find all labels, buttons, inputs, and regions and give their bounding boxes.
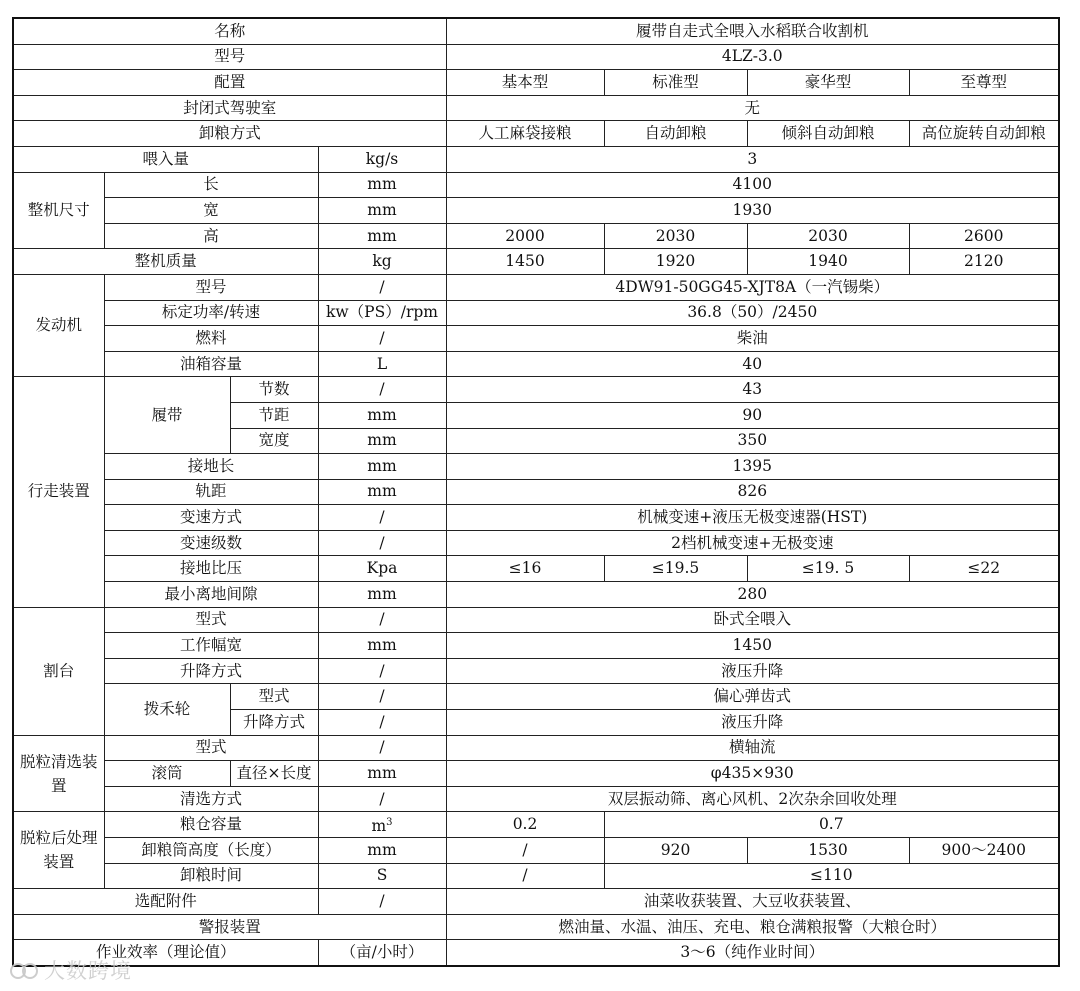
row-header-lift: [13, 658, 1059, 684]
label-track-sections: 节数: [230, 377, 318, 403]
label-height: 高: [104, 223, 318, 249]
value-header-type: 卧式全喂入: [446, 607, 1059, 633]
unit-cleaning: /: [318, 786, 446, 812]
value-drum-size: φ435×930: [446, 761, 1059, 787]
row-dims-width: [13, 198, 1059, 224]
row-cleaning: [13, 786, 1059, 812]
group-dims: 整机尺寸: [13, 172, 104, 249]
label-gears: 变速级数: [104, 530, 318, 556]
label-header-lift: 升降方式: [104, 658, 318, 684]
unload-mode-4: 高位旋转自动卸粮: [909, 121, 1059, 147]
unit-unload-time: S: [318, 863, 446, 889]
unit-height: mm: [318, 223, 446, 249]
value-reel-type: 偏心弹齿式: [446, 684, 1059, 710]
unit-track-pitch: mm: [318, 402, 446, 428]
row-alarm: [13, 914, 1059, 940]
pressure-1: ≤16: [446, 556, 604, 582]
mass-3: 1940: [747, 249, 909, 275]
label-alarm: 警报装置: [13, 914, 446, 940]
unit-width: mm: [318, 198, 446, 224]
row-engine-tank: [13, 351, 1059, 377]
unit-reel-type: /: [318, 684, 446, 710]
label-reel-type: 型式: [230, 684, 318, 710]
height-2: 2030: [604, 223, 747, 249]
unit-bin-base: m: [371, 817, 387, 836]
label-width: 宽: [104, 198, 318, 224]
label-reel: 拨禾轮: [104, 684, 230, 735]
value-options: 油菜收获装置、大豆收获装置、: [446, 889, 1059, 915]
group-post: 脱粒后处理装置: [13, 812, 104, 889]
label-track-width: 宽度: [230, 428, 318, 454]
row-gauge: [13, 479, 1059, 505]
row-track-sections: [13, 377, 1059, 403]
label-clearance: 最小离地间隙: [104, 582, 318, 608]
row-drum: [13, 761, 1059, 787]
unload-time-1: /: [446, 863, 604, 889]
unit-bin: [318, 812, 446, 838]
value-alarm: 燃油量、水温、油压、充电、粮仓满粮报警（大粮仓时）: [446, 914, 1059, 940]
unit-header-lift: /: [318, 658, 446, 684]
unit-reel-lift: /: [318, 710, 446, 736]
value-gears: 2档机械变速+无极变速: [446, 530, 1059, 556]
mass-4: 2120: [909, 249, 1059, 275]
value-engine-fuel: 柴油: [446, 326, 1059, 352]
label-shift: 变速方式: [104, 505, 318, 531]
row-gears: [13, 530, 1059, 556]
row-dims-height: [13, 223, 1059, 249]
row-header-type: [13, 607, 1059, 633]
label-header-type: 型式: [104, 607, 318, 633]
row-mass: [13, 249, 1059, 275]
label-length: 长: [104, 172, 318, 198]
value-feed: 3: [446, 146, 1059, 172]
unit-feed: kg/s: [318, 146, 446, 172]
value-thresh-type: 横轴流: [446, 735, 1059, 761]
value-track-width: 350: [446, 428, 1059, 454]
row-unload-mode: [13, 121, 1059, 147]
unit-shift: /: [318, 505, 446, 531]
unit-thresh-type: /: [318, 735, 446, 761]
unit-ground-length: mm: [318, 454, 446, 480]
unit-gears: /: [318, 530, 446, 556]
auger-3: 1530: [747, 838, 909, 864]
label-unload-mode: 卸粮方式: [13, 121, 446, 147]
value-cab: 无: [446, 95, 1059, 121]
value-cut-width: 1450: [446, 633, 1059, 659]
row-auger: [13, 838, 1059, 864]
group-engine: 发动机: [13, 274, 104, 376]
unload-mode-2: 自动卸粮: [604, 121, 747, 147]
row-thresh-type: [13, 735, 1059, 761]
label-engine-power: 标定功率/转速: [104, 300, 318, 326]
watermark: [8, 955, 132, 985]
label-pressure: 接地比压: [104, 556, 318, 582]
row-engine-power: [13, 300, 1059, 326]
mass-1: 1450: [446, 249, 604, 275]
label-cleaning: 清选方式: [104, 786, 318, 812]
value-ground-length: 1395: [446, 454, 1059, 480]
label-unload-time: 卸粮时间: [104, 863, 318, 889]
auger-1: /: [446, 838, 604, 864]
value-model: 4LZ-3.0: [446, 44, 1059, 70]
unit-engine-tank: L: [318, 351, 446, 377]
row-model: [13, 44, 1059, 70]
bin-1: 0.2: [446, 812, 604, 838]
label-cut-width: 工作幅宽: [104, 633, 318, 659]
unit-mass: kg: [318, 249, 446, 275]
label-reel-lift: 升降方式: [230, 710, 318, 736]
label-drum-size: 直径×长度: [230, 761, 318, 787]
label-track-pitch: 节距: [230, 402, 318, 428]
unit-engine-power: kw（PS）/rpm: [318, 300, 446, 326]
pressure-2: ≤19.5: [604, 556, 747, 582]
row-shift: [13, 505, 1059, 531]
unload-mode-3: 倾斜自动卸粮: [747, 121, 909, 147]
label-model: 型号: [13, 44, 446, 70]
label-name: 名称: [13, 18, 446, 44]
value-efficiency: 3～6（纯作业时间）: [446, 940, 1059, 966]
group-threshing: 脱粒清选装置: [13, 735, 104, 812]
value-engine-power: 36.8（50）/2450: [446, 300, 1059, 326]
label-engine-fuel: 燃料: [104, 326, 318, 352]
row-dims-length: [13, 172, 1059, 198]
label-bin: 粮仓容量: [104, 812, 318, 838]
unit-pressure: Kpa: [318, 556, 446, 582]
unload-time-2: ≤110: [604, 863, 1059, 889]
label-track: 履带: [104, 377, 230, 454]
value-header-lift: 液压升降: [446, 658, 1059, 684]
unit-drum-size: mm: [318, 761, 446, 787]
row-cut-width: [13, 633, 1059, 659]
value-engine-tank: 40: [446, 351, 1059, 377]
label-gauge: 轨距: [104, 479, 318, 505]
row-unload-time: [13, 863, 1059, 889]
label-engine-model: 型号: [104, 274, 318, 300]
group-header: 割台: [13, 607, 104, 735]
value-engine-model: 4DW91-50GG45-XJT8A（一汽锡柴）: [446, 274, 1059, 300]
row-ground-length: [13, 454, 1059, 480]
watermark-text: 大数跨境: [44, 959, 132, 983]
row-clearance: [13, 582, 1059, 608]
mass-2: 1920: [604, 249, 747, 275]
row-pressure: [13, 556, 1059, 582]
bin-2: 0.7: [604, 812, 1059, 838]
row-feed: [13, 146, 1059, 172]
row-engine-model: [13, 274, 1059, 300]
value-length: 4100: [446, 172, 1059, 198]
label-mass: 整机质量: [13, 249, 318, 275]
group-travel: 行走装置: [13, 377, 104, 607]
unit-track-width: mm: [318, 428, 446, 454]
unit-engine-fuel: /: [318, 326, 446, 352]
label-efficiency: 作业效率（理论值）: [13, 940, 318, 966]
unit-cut-width: mm: [318, 633, 446, 659]
auger-4: 900～2400: [909, 838, 1059, 864]
unit-efficiency: （亩/小时）: [318, 940, 446, 966]
spec-table: [12, 17, 1060, 967]
unit-engine-model: /: [318, 274, 446, 300]
value-reel-lift: 液压升降: [446, 710, 1059, 736]
label-thresh-type: 型式: [104, 735, 318, 761]
label-options: 选配附件: [13, 889, 318, 915]
height-3: 2030: [747, 223, 909, 249]
value-cleaning: 双层振动筛、离心风机、2次杂余回收处理: [446, 786, 1059, 812]
unit-gauge: mm: [318, 479, 446, 505]
watermark-logo-icon: [8, 960, 38, 980]
unit-header-type: /: [318, 607, 446, 633]
unit-bin-sup: 3: [386, 817, 393, 829]
unit-options: /: [318, 889, 446, 915]
label-engine-tank: 油箱容量: [104, 351, 318, 377]
height-4: 2600: [909, 223, 1059, 249]
row-config: [13, 70, 1059, 96]
value-gauge: 826: [446, 479, 1059, 505]
unit-auger: mm: [318, 838, 446, 864]
label-config: 配置: [13, 70, 446, 96]
label-ground-length: 接地长: [104, 454, 318, 480]
value-track-sections: 43: [446, 377, 1059, 403]
config-supreme: 至尊型: [909, 70, 1059, 96]
config-standard: 标准型: [604, 70, 747, 96]
value-track-pitch: 90: [446, 402, 1059, 428]
row-engine-fuel: [13, 326, 1059, 352]
pressure-3: ≤19. 5: [747, 556, 909, 582]
value-shift: 机械变速+液压无极变速器(HST): [446, 505, 1059, 531]
unit-clearance: mm: [318, 582, 446, 608]
height-1: 2000: [446, 223, 604, 249]
value-width: 1930: [446, 198, 1059, 224]
config-basic: 基本型: [446, 70, 604, 96]
config-deluxe: 豪华型: [747, 70, 909, 96]
label-feed: 喂入量: [13, 146, 318, 172]
label-drum: 滚筒: [104, 761, 230, 787]
label-cab: 封闭式驾驶室: [13, 95, 446, 121]
row-efficiency: [13, 940, 1059, 966]
row-bin: [13, 812, 1059, 838]
value-clearance: 280: [446, 582, 1059, 608]
value-name: 履带自走式全喂入水稻联合收割机: [446, 18, 1059, 44]
pressure-4: ≤22: [909, 556, 1059, 582]
row-cab: [13, 95, 1059, 121]
row-name: [13, 18, 1059, 44]
unit-length: mm: [318, 172, 446, 198]
row-options: [13, 889, 1059, 915]
unload-mode-1: 人工麻袋接粮: [446, 121, 604, 147]
auger-2: 920: [604, 838, 747, 864]
label-auger: 卸粮筒高度（长度）: [104, 838, 318, 864]
unit-track-sections: /: [318, 377, 446, 403]
row-reel-type: [13, 684, 1059, 710]
